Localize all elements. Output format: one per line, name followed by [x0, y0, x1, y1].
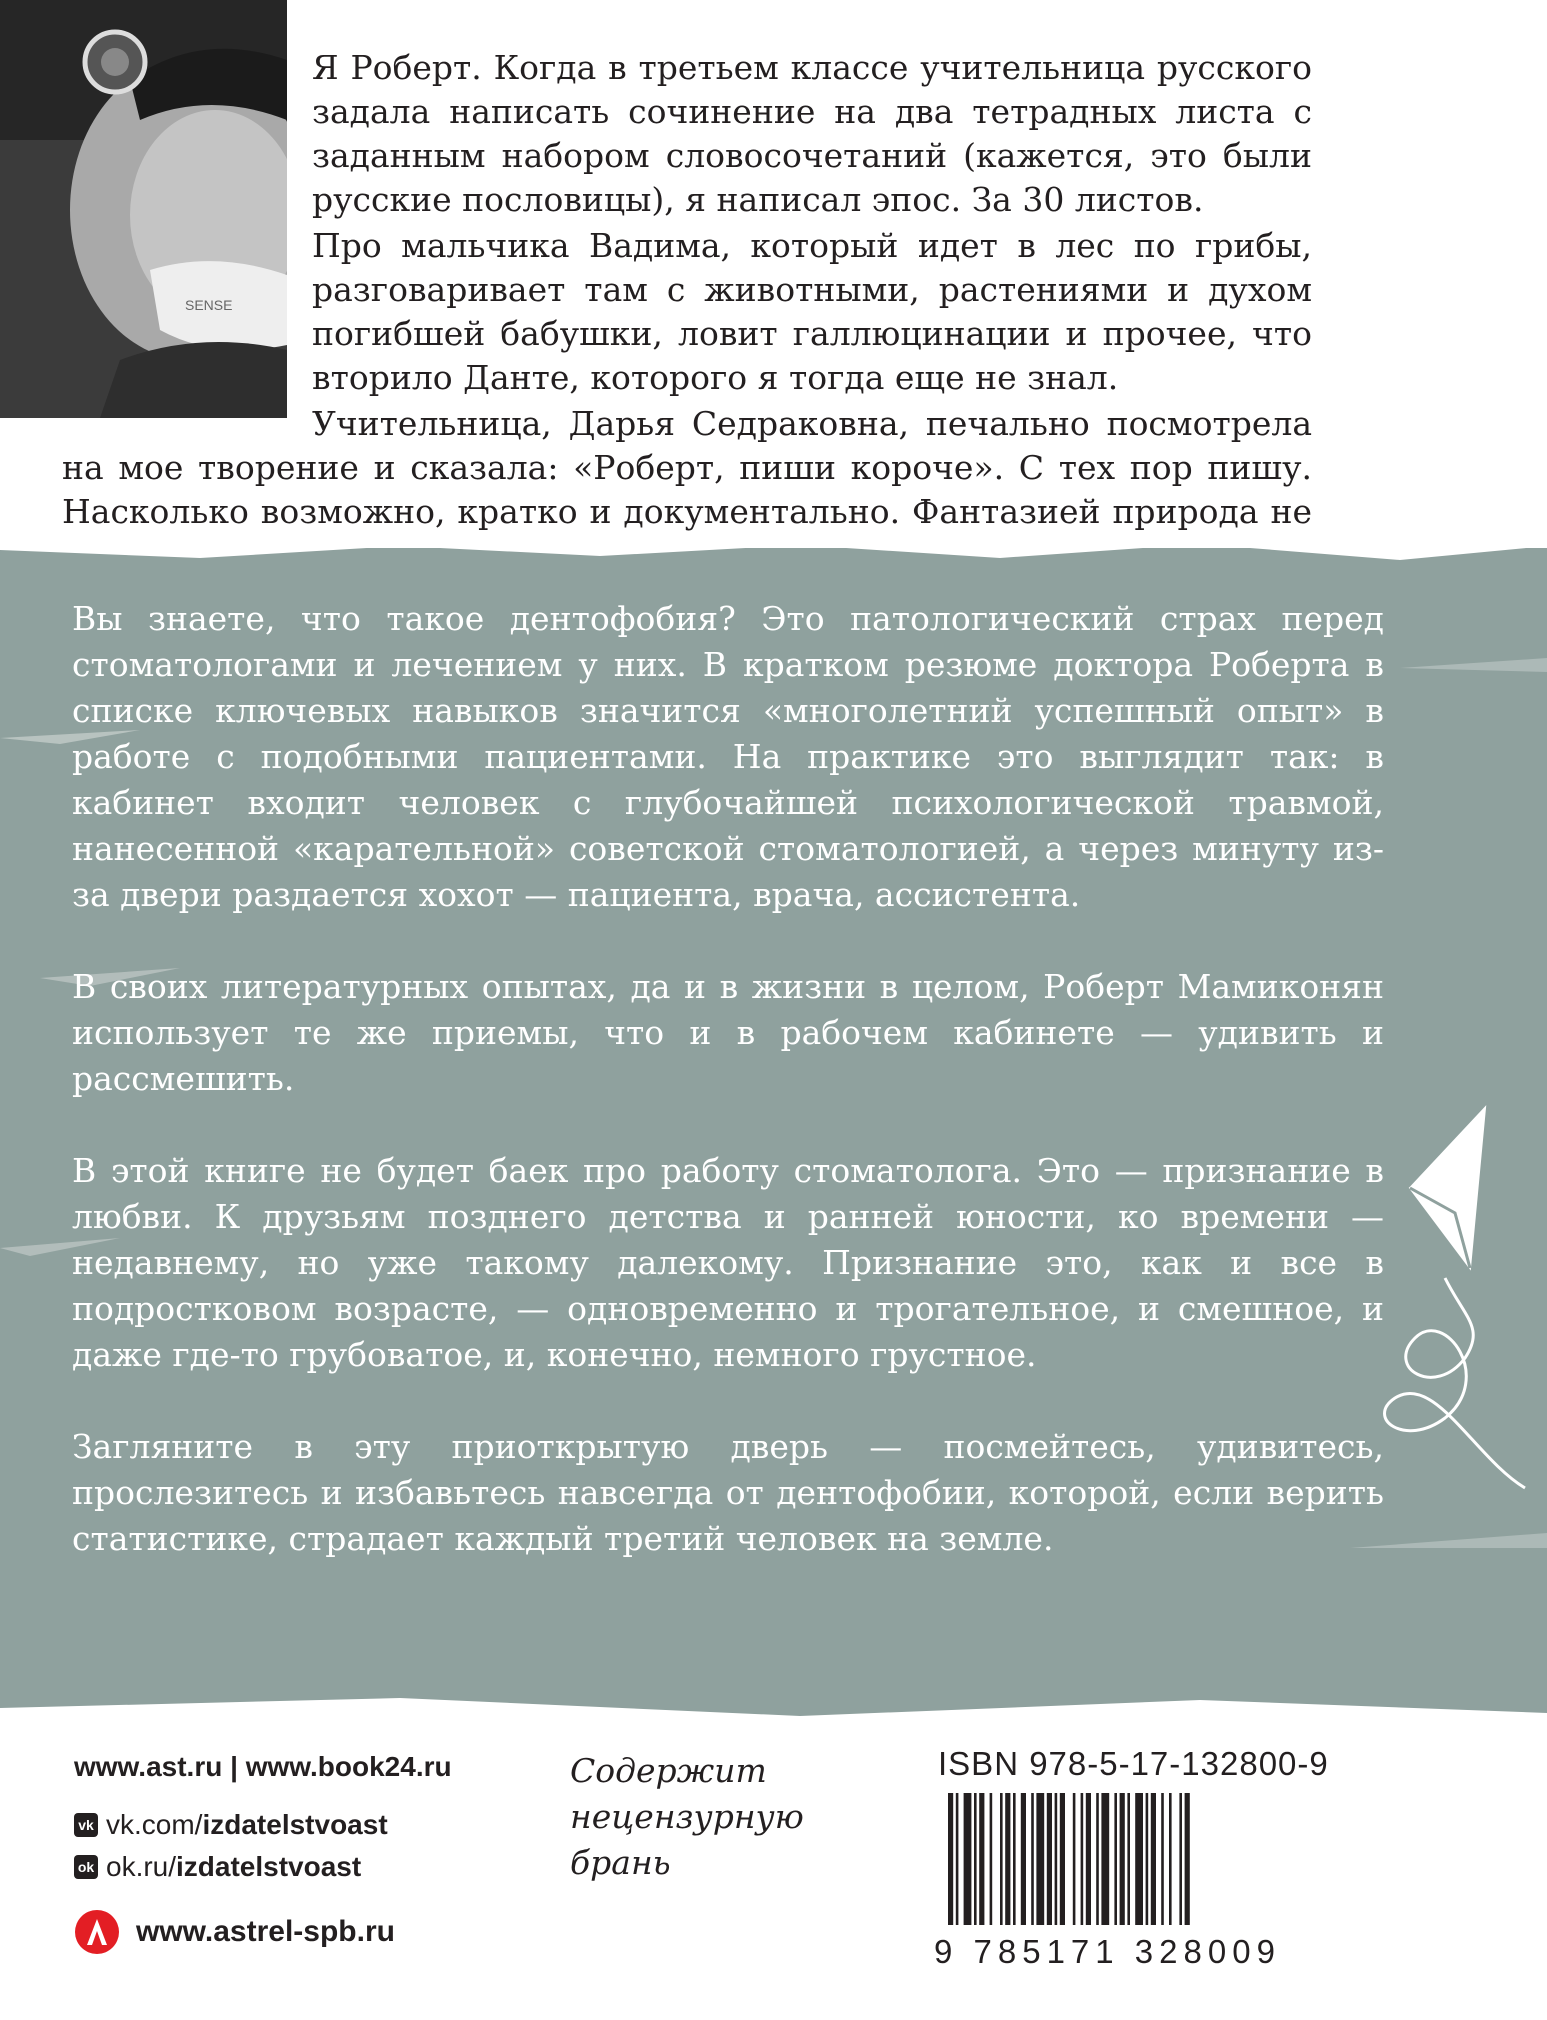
barcode-bar	[974, 1793, 977, 1925]
barcode-bar	[1060, 1793, 1065, 1925]
barcode-bar	[948, 1793, 953, 1925]
astrel-logo-icon	[74, 1909, 120, 1955]
barcode-bar	[956, 1793, 959, 1925]
barcode-bar	[1161, 1793, 1164, 1925]
barcode-bar	[1021, 1793, 1026, 1925]
description-panel	[0, 548, 1547, 1723]
warning-line-1: Содержит	[570, 1751, 767, 1790]
barcode-bar	[1096, 1793, 1099, 1925]
astrel-url: www.astrel-spb.ru	[136, 1915, 395, 1948]
vk-icon: vk	[74, 1813, 98, 1837]
description-paragraph-3: В этой книге не будет баек про работу стоматолога. Это — признание в любви. К друзьям позднего детства и ранней юности, ко времени — недавнему, но уже такому далекому. Признание это, как и все в подростковом возрасте, — одновременно и трогательное, и смешное, и даже где-то грубоватое, и, конечно, немного грустное.	[72, 1151, 1384, 1374]
barcode-bar	[1013, 1793, 1016, 1925]
content-warning	[570, 1748, 804, 1886]
isbn-number: ISBN 978-5-17-132800-9	[938, 1745, 1329, 1782]
website-links[interactable]: www.ast.ru | www.book24.ru	[74, 1751, 452, 1782]
barcode-bar	[1185, 1793, 1190, 1925]
author-photo	[0, 0, 287, 418]
barcode-bar	[1086, 1793, 1091, 1925]
barcode-digits: 9 785171 328009	[934, 1933, 1281, 1970]
warning-line-2: нецензурную	[570, 1797, 804, 1836]
intro-paragraph-1: Я Роберт. Когда в третьем классе учительница русского задала написать сочинение на два тетрадных листа с заданным набором словосочетаний (кажется, это были русские пословицы), я написал эпос. За 30 листов.	[312, 48, 1312, 219]
barcode-bar	[1114, 1793, 1117, 1925]
description-text	[72, 596, 1384, 1608]
barcode-bar	[1146, 1793, 1149, 1925]
vk-handle: izdatelstvoast	[202, 1809, 388, 1840]
ok-icon: ok	[74, 1855, 98, 1879]
intro-paragraph-2: Про мальчика Вадима, который идет в лес по грибы, разговаривает там с животными, растениями и духом погибшей бабушки, ловит галлюцинации и прочее, что вторило Данте, которого я тогда еще не знал.	[312, 226, 1312, 397]
warning-line-3: брань	[570, 1843, 671, 1882]
description-paragraph-1: Вы знаете, что такое дентофобия? Это патологический страх перед стоматологами и лечением у них. В кратком резюме доктора Роберта в списке ключевых навыков значится «многолетний успешный опыт» в работе с подобными пациентами. На практике это выглядит так: в кабинет входит человек с глубочайшей психологической травмой, нанесенной «карательной» советской стоматологией, а через минуту из-за двери раздается хохот — пациента, врача, ассистента.	[72, 599, 1384, 914]
publisher-links	[74, 1751, 452, 1955]
barcode-bar	[1101, 1793, 1109, 1925]
barcode-bar	[1169, 1793, 1172, 1925]
barcode-bar	[1127, 1793, 1130, 1925]
barcode-bar	[964, 1793, 972, 1925]
barcode-bar	[979, 1793, 984, 1925]
barcode-bar	[1073, 1793, 1076, 1925]
barcode	[934, 1793, 1330, 1983]
vk-link[interactable]	[74, 1807, 452, 1843]
barcode-bar	[1055, 1793, 1058, 1925]
mask-text: SENSE	[185, 297, 233, 313]
barcode-bar	[1036, 1793, 1044, 1925]
ok-link[interactable]	[74, 1849, 452, 1885]
barcode-bar	[1120, 1793, 1125, 1925]
barcode-bars	[940, 1793, 1330, 1943]
barcode-bar	[1000, 1793, 1003, 1925]
paper-plane-icon	[1325, 858, 1547, 1498]
ok-handle: izdatelstvoast	[176, 1851, 362, 1882]
barcode-bar	[990, 1793, 993, 1925]
barcode-bar	[1047, 1793, 1052, 1925]
vk-prefix: vk.com/	[106, 1809, 203, 1840]
footer	[0, 1723, 1547, 2020]
barcode-bar	[1081, 1793, 1084, 1925]
barcode-bar	[1135, 1793, 1143, 1925]
barcode-bar	[1151, 1793, 1156, 1925]
barcode-bar	[1031, 1793, 1034, 1925]
intro-paragraph-3-text: Учительница, Дарья Седраковна, печально посмотрела на мое творение и сказала: «Роберт, пиши короче». С тех пор пишу. Насколько возможно, кратко и документально. Фантазией природа не	[62, 404, 1312, 531]
author-photo-illustration	[0, 0, 287, 418]
astrel-link[interactable]	[74, 1909, 452, 1955]
description-paragraph-4: Загляните в эту приоткрытую дверь — посмейтесь, удивитесь, прослезитесь и избавьтесь навсегда от дентофобии, которой, если верить статистике, страдает каждый третий человек на земле.	[72, 1427, 1384, 1558]
barcode-bar	[1179, 1793, 1182, 1925]
description-paragraph-2: В своих литературных опытах, да и в жизни в целом, Роберт Мамиконян использует те же приемы, что и в рабочем кабинете — удивить и рассмешить.	[72, 967, 1384, 1098]
ok-prefix: ok.ru/	[106, 1851, 177, 1882]
barcode-bar	[1005, 1793, 1010, 1925]
